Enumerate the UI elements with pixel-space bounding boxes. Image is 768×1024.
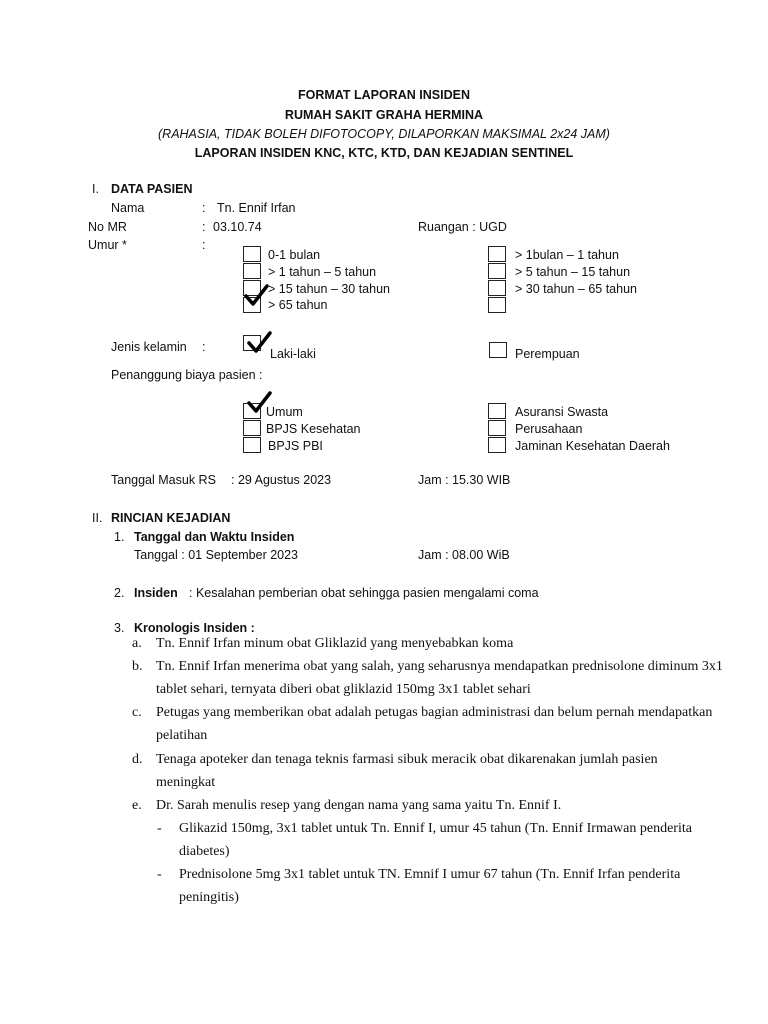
insiden-description: : Kesalahan pemberian obat sehingga pasien mengalami coma <box>189 586 539 600</box>
item-3-number: 3. <box>114 621 125 635</box>
item-2-number: 2. <box>114 586 125 600</box>
payer-checkbox-bpjs-kesehatan[interactable] <box>243 420 261 436</box>
age-checkbox-30-65-tahun[interactable] <box>488 280 506 296</box>
list-letter: d. <box>132 752 143 767</box>
gender-checkbox-female[interactable] <box>489 342 507 358</box>
kronologi-e2-line-2: peningitis) <box>179 890 239 905</box>
umur-label: Umur * <box>88 238 127 252</box>
jenis-kelamin-colon: : <box>202 340 206 354</box>
payer-checkbox-jamkesda[interactable] <box>488 437 506 453</box>
kronologi-d-line-2: meningkat <box>156 775 216 790</box>
age-checkbox-1-5-tahun[interactable] <box>243 263 261 279</box>
age-option-label: > 5 tahun – 15 tahun <box>515 265 631 279</box>
nama-value: Tn. Ennif Irfan <box>217 201 296 215</box>
dash-bullet: - <box>157 867 162 882</box>
gender-male-label: Laki-laki <box>270 347 316 361</box>
mr-value: 03.10.74 <box>213 220 262 234</box>
age-checkbox-empty[interactable] <box>488 297 506 313</box>
title-line-2: RUMAH SAKIT GRAHA HERMINA <box>284 108 484 122</box>
penanggung-biaya-label: Penanggung biaya pasien : <box>111 368 263 382</box>
tanggal-masuk-label: Tanggal Masuk RS <box>111 473 216 487</box>
title-line-4: LAPORAN INSIDEN KNC, KTC, KTD, DAN KEJADIAN SENTINEL <box>194 146 574 160</box>
kronologi-a: Tn. Ennif Irfan minum obat Gliklazid yang menyebabkan koma <box>156 636 514 651</box>
age-option-label: > 1 tahun – 5 tahun <box>268 265 377 279</box>
kronologi-d-line-1: Tenaga apoteker dan tenaga teknis farmasi sibuk meracik obat dikarenakan jumlah pasien <box>156 752 658 767</box>
checkmark-icon <box>243 284 269 306</box>
age-option-label: > 15 tahun – 30 tahun <box>268 282 390 296</box>
age-checkbox-0-1-bulan[interactable] <box>243 246 261 262</box>
payer-option-label: Asuransi Swasta <box>515 405 609 419</box>
nama-label: Nama <box>111 201 145 215</box>
payer-checkbox-perusahaan[interactable] <box>488 420 506 436</box>
kronologi-e1-line-2: diabetes) <box>179 844 230 859</box>
kronologi-b-line-1: Tn. Ennif Irfan menerima obat yang salah, yang seharusnya mendapatkan prednisolone diminum 3x1 <box>156 659 723 674</box>
payer-option-label: BPJS Kesehatan <box>266 422 361 436</box>
mr-label: No MR <box>88 220 127 234</box>
kronologi-b-line-2: tablet sehari, ternyata diberi obat gliklazid 150mg 3x1 tablet sehari <box>156 682 531 697</box>
kronologi-e: Dr. Sarah menulis resep yang dengan nama yang sama yaitu Tn. Ennif I. <box>156 798 562 813</box>
gender-female-label: Perempuan <box>515 347 580 361</box>
list-letter: b. <box>132 659 143 674</box>
jam-masuk: Jam : 15.30 WIB <box>418 473 511 487</box>
item-3-title: Kronologis Insiden : <box>134 621 255 635</box>
age-option-label: 0-1 bulan <box>268 248 321 262</box>
age-checkbox-1bulan-1tahun[interactable] <box>488 246 506 262</box>
tanggal-insiden: Tanggal : 01 September 2023 <box>134 548 299 562</box>
payer-option-label: Umum <box>266 405 303 419</box>
mr-colon: : <box>202 220 206 234</box>
payer-option-label: Jaminan Kesehatan Daerah <box>515 439 670 453</box>
item-1-title: Tanggal dan Waktu Insiden <box>134 530 295 544</box>
item-2-title: Insiden <box>134 586 178 600</box>
kronologi-e2-line-1: Prednisolone 5mg 3x1 tablet untuk TN. Emnif I umur 67 tahun (Tn. Ennif Irfan penderita <box>179 867 681 882</box>
tanggal-masuk-value: : 29 Agustus 2023 <box>231 473 332 487</box>
payer-checkbox-asuransi-swasta[interactable] <box>488 403 506 419</box>
item-1-number: 1. <box>114 530 125 544</box>
list-letter: c. <box>132 705 142 720</box>
dash-bullet: - <box>157 821 162 836</box>
section-2-title: RINCIAN KEJADIAN <box>111 511 231 525</box>
checkmark-icon <box>246 331 272 353</box>
ruangan: Ruangan : UGD <box>418 220 507 234</box>
jenis-kelamin-label: Jenis kelamin <box>111 340 187 354</box>
payer-checkbox-bpjs-pbi[interactable] <box>243 437 261 453</box>
section-2-number: II. <box>92 511 103 525</box>
kronologi-e1-line-1: Glikazid 150mg, 3x1 tablet untuk Tn. Ennif I, umur 45 tahun (Tn. Ennif Irmawan penderita <box>179 821 692 836</box>
jam-insiden: Jam : 08.00 WiB <box>418 548 510 562</box>
list-letter: e. <box>132 798 142 813</box>
list-letter: a. <box>132 636 142 651</box>
title-line-3: (RAHASIA, TIDAK BOLEH DIFOTOCOPY, DILAPORKAN MAKSIMAL 2x24 JAM) <box>158 127 610 141</box>
kronologi-c-line-2: pelatihan <box>156 728 208 743</box>
age-checkbox-5-15-tahun[interactable] <box>488 263 506 279</box>
age-option-label: > 1bulan – 1 tahun <box>515 248 619 262</box>
title-line-1: FORMAT LAPORAN INSIDEN <box>298 88 470 102</box>
nama-colon: : <box>202 201 206 215</box>
payer-option-label: Perusahaan <box>515 422 583 436</box>
age-option-label: > 30 tahun – 65 tahun <box>515 282 637 296</box>
section-1-title: DATA PASIEN <box>111 182 193 196</box>
section-1-number: I. <box>92 182 99 196</box>
umur-colon: : <box>202 238 206 252</box>
age-option-label: > 65 tahun <box>268 298 328 312</box>
kronologi-c-line-1: Petugas yang memberikan obat adalah petugas bagian administrasi dan belum pernah mendapatkan <box>156 705 713 720</box>
payer-option-label: BPJS PBI <box>268 439 323 453</box>
